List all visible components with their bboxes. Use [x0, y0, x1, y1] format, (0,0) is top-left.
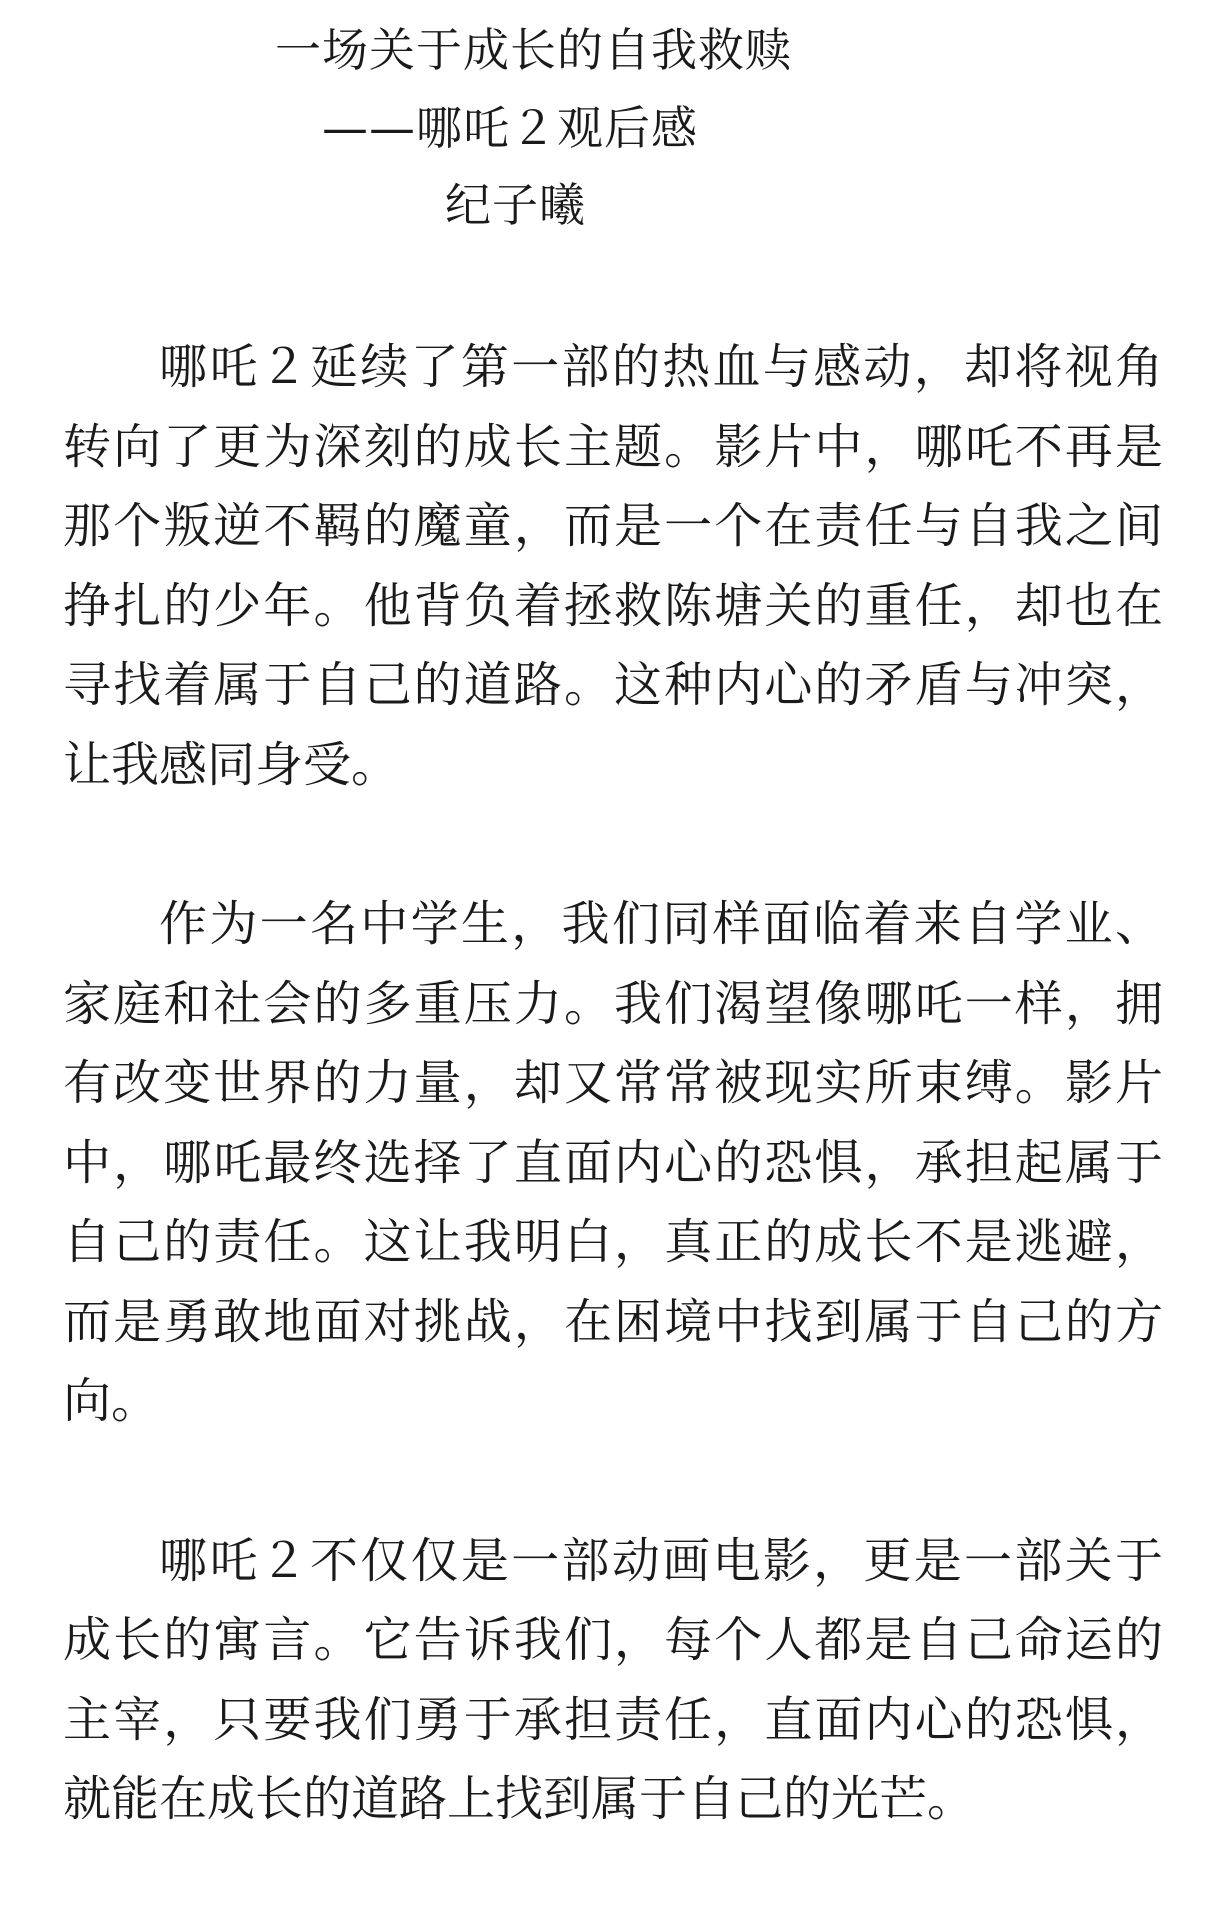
- essay-body: [63, 328, 1163, 1840]
- paragraph-2: 作为一名中学生，我们同样面临着来自学业、家庭和社会的多重压力。我们渴望像哪吒一样，拥有改变世界的力量，却又常常被现实所束缚。影片中，哪吒最终选择了直面内心的恐惧，承担起属于自己的责任。这让我明白，真正的成长不是逃避，而是勇敢地面对挑战，在困境中找到属于自己的方向。: [63, 896, 1163, 1429]
- paragraph-3: 哪吒２不仅仅是一部动画电影，更是一部关于成长的寓言。它告诉我们，每个人都是自己命运的主宰，只要我们勇于承担责任，直面内心的恐惧，就能在成长的道路上找到属于自己的光芒。: [63, 1532, 1163, 1827]
- essay-author: 纪子曦: [445, 178, 586, 232]
- paragraph-1: 哪吒２延续了第一部的热血与感动，却将视角转向了更为深刻的成长主题。影片中，哪吒不再是那个叛逆不羁的魔童，而是一个在责任与自我之间挣扎的少年。他背负着拯救陈塘关的重任，却也在寻找着属于自己的道路。这种内心的矛盾与冲突，让我感同身受。: [63, 339, 1163, 793]
- essay-subtitle: ——哪吒２观后感: [322, 101, 698, 155]
- essay-title: 一场关于成长的自我救赎: [275, 23, 792, 77]
